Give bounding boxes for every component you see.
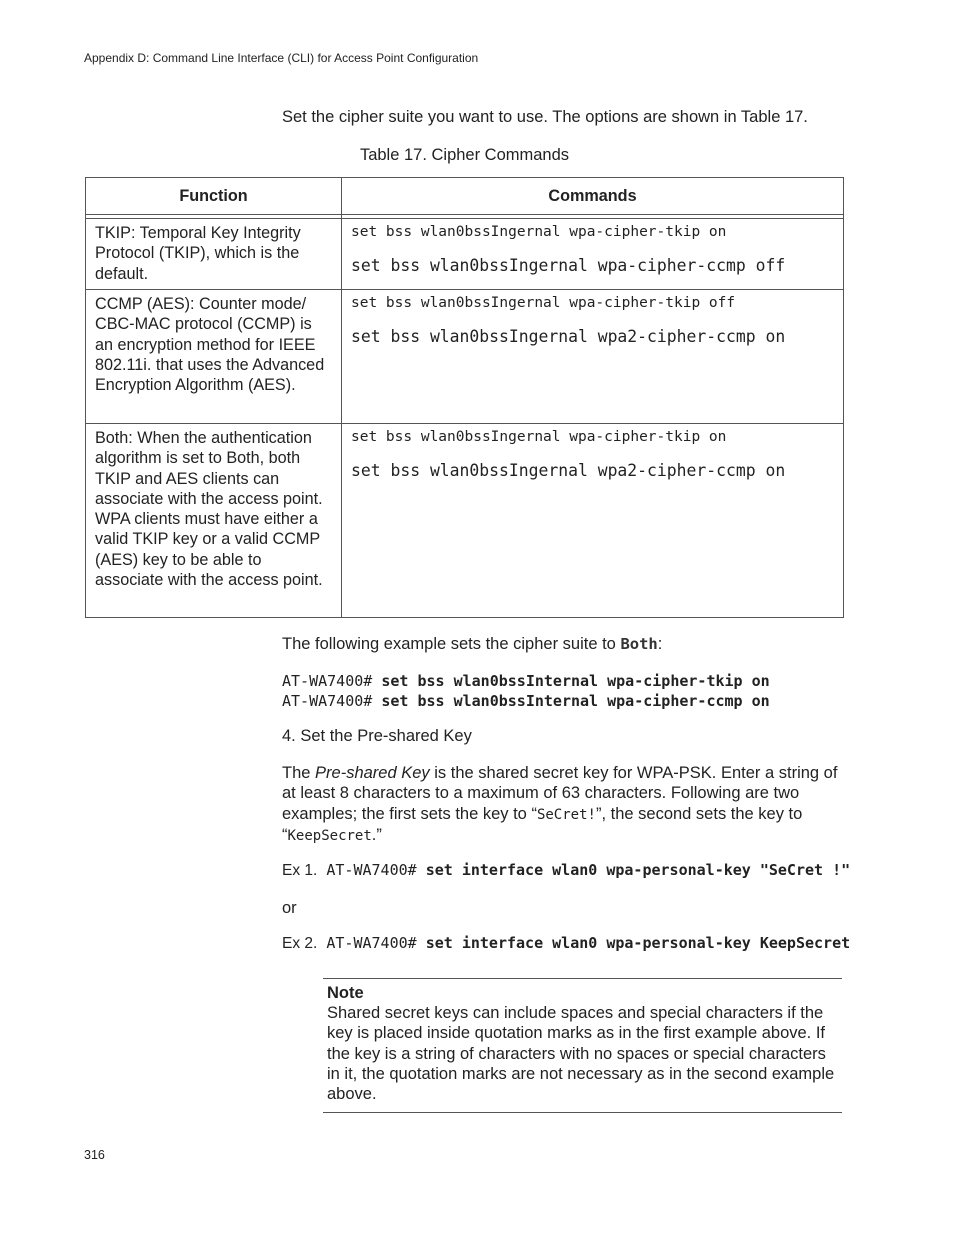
function-cell: Both: When the authentication algorithm is set to Both, both TKIP and AES clients can associate with the access point. WPA clients must have either a valid TKIP key or a valid CCMP (AES) key to be able to associate with the access point. <box>86 424 342 618</box>
step-4-heading: 4. Set the Pre-shared Key <box>282 727 472 745</box>
commands-cell <box>342 219 844 290</box>
note-body: Shared secret keys can include spaces and special characters if the key is placed inside quotation marks as in the first example above. If the key is a string of characters with no spaces or special characters in it, the quotation marks are not necessary as in the second example above. <box>327 1004 835 1104</box>
example-label: Ex 1. <box>282 862 318 879</box>
command-line: set bss wlan0bssIngernal wpa-cipher-tkip on <box>351 429 727 445</box>
example-code-block <box>282 672 770 711</box>
commands-cell <box>342 424 844 618</box>
cipher-commands-table <box>85 177 844 618</box>
cli-command: set bss wlan0bssInternal wpa-cipher-tkip on <box>381 672 770 690</box>
command-line: set bss wlan0bssIngernal wpa-cipher-tkip on <box>351 224 727 240</box>
table-row <box>86 290 844 424</box>
table-header-row <box>86 178 844 215</box>
command-line: set bss wlan0bssIngernal wpa-cipher-tkip off <box>351 295 736 311</box>
text-span: is the shared secret key for WPA-PSK. Enter a string of at least 8 characters to a maximum of 63 characters. Following are two examples; the first sets the key to “ <box>282 764 838 823</box>
commands-cell <box>342 290 844 424</box>
cli-prompt: AT-WA7400# <box>282 672 382 690</box>
function-cell: CCMP (AES): Counter mode/ CBC-MAC protocol (CCMP) is an encryption method for IEEE 802.11i. that uses the Advanced Encryption Algorithm (AES). <box>86 290 342 424</box>
command-line: set bss wlan0bssIngernal wpa-cipher-ccmp off <box>351 256 786 275</box>
page-number: 316 <box>84 1148 105 1162</box>
intro-text: Set the cipher suite you want to use. The options are shown in Table 17. <box>282 108 808 126</box>
note-box <box>323 978 842 1113</box>
running-header: Appendix D: Command Line Interface (CLI) for Access Point Configuration <box>84 51 479 65</box>
cli-command: set interface wlan0 wpa-personal-key "SeCret !" <box>425 861 851 879</box>
command-line: set bss wlan0bssIngernal wpa2-cipher-ccmp on <box>351 461 786 480</box>
text-span: .” <box>371 825 382 844</box>
code-line <box>282 692 770 712</box>
column-header-commands: Commands <box>342 178 844 215</box>
function-cell: TKIP: Temporal Key Integrity Protocol (TKIP), which is the default. <box>86 219 342 290</box>
example-intro-text: The following example sets the cipher suite to <box>282 635 621 653</box>
example-intro-colon: : <box>657 635 663 653</box>
inline-code: SeCret! <box>536 806 596 823</box>
cli-command: set interface wlan0 wpa-personal-key KeepSecret <box>425 934 851 952</box>
pre-shared-key-paragraph <box>282 763 847 846</box>
example-2 <box>282 934 850 953</box>
cli-command: set bss wlan0bssInternal wpa-cipher-ccmp on <box>381 691 770 710</box>
note-title: Note <box>327 984 364 1002</box>
emphasis-term: Pre-shared Key <box>315 764 430 782</box>
cli-prompt: AT-WA7400# <box>326 861 426 879</box>
code-line <box>282 672 770 692</box>
or-text: or <box>282 899 297 917</box>
table-row <box>86 219 844 290</box>
table-row <box>86 424 844 618</box>
example-label: Ex 2. <box>282 935 318 952</box>
cli-prompt: AT-WA7400# <box>326 934 426 952</box>
text-span: ”, the second sets the key to “ <box>282 804 803 844</box>
example-1 <box>282 861 850 880</box>
inline-code: KeepSecret <box>287 827 372 844</box>
table-caption: Table 17. Cipher Commands <box>359 146 570 164</box>
example-intro <box>282 634 847 654</box>
both-keyword: Both <box>620 635 658 653</box>
text-span: The <box>282 764 316 782</box>
cli-prompt: AT-WA7400# <box>282 691 382 710</box>
command-line: set bss wlan0bssIngernal wpa2-cipher-ccmp on <box>351 327 786 346</box>
column-header-function: Function <box>86 178 342 215</box>
